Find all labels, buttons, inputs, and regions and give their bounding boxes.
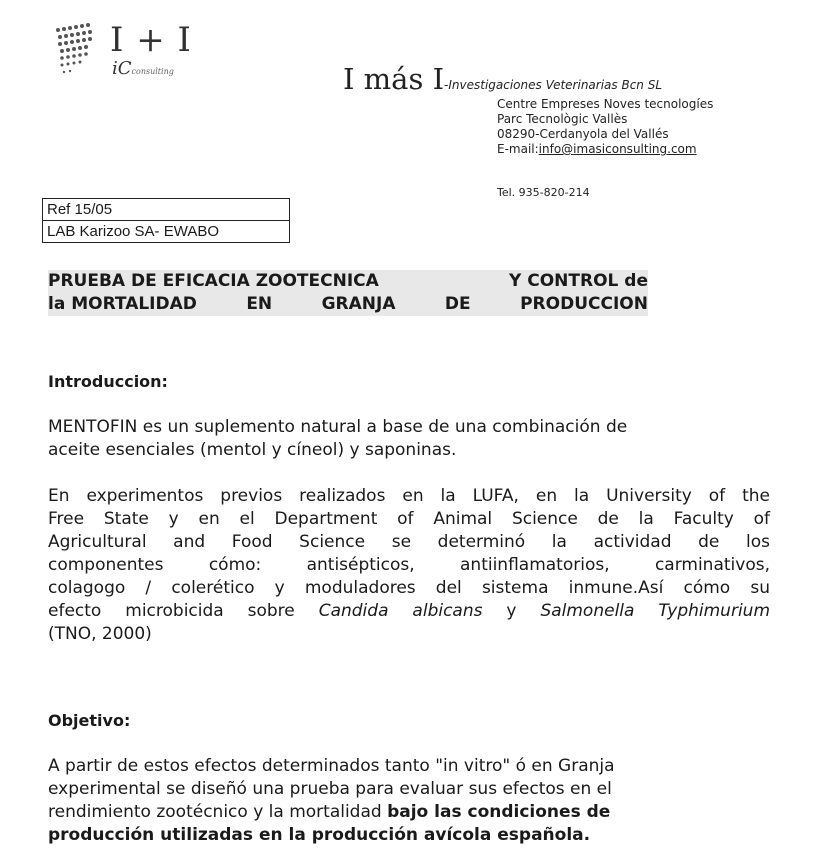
address-line-2: Parc Tecnològic Vallès — [497, 112, 628, 126]
telephone: Tel. 935-820-214 — [497, 186, 590, 199]
address-email-row — [497, 142, 713, 157]
title-row-1: PRUEBA DE EFICACIA ZOOTECNICA Y CONTROL de — [48, 271, 648, 291]
intro-paragraph-1: MENTOFIN es un suplemento natural a base de una combinación de aceite esenciales (mentol y cíneol) y saponinas. — [48, 417, 628, 460]
microbicide-line: efecto microbicida sobre Candida albicans y Salmonella Typhimurium — [48, 601, 771, 621]
logo-sub: iCconsulting — [112, 58, 174, 79]
address-line-1: Centre Empreses Noves tecnologíes — [497, 97, 714, 111]
title-row-2: la MORTALIDAD EN GRANJA DE PRODUCCION — [48, 294, 648, 314]
intro-paragraph-2: En experimentos previos realizados en la LUFA, en la University of the Free State y en el Department of Animal Science de la Faculty of Agricultural and Food Science se determinó la actividad de los componentes cómo: antisépticos, antiinflamatorios, carminativos, colagogo / colerético y moduladores del sistema inmune.Así cómo su efecto microbicida sobre Candida albicans y Salmonella Typhimurium (TNO, 2000) — [48, 486, 771, 644]
reference-number: Ref 15/05 — [47, 201, 113, 218]
objective-heading: Objetivo: — [48, 711, 131, 730]
company-logo — [52, 22, 202, 82]
reference-box — [42, 198, 290, 243]
document-title — [48, 270, 648, 316]
address-line-3: 08290-Cerdanyola del Vallés — [497, 127, 669, 141]
company-name-suffix: -Investigaciones Veterinarias Bcn SL — [444, 78, 663, 92]
logo-mark: I + I — [110, 20, 192, 60]
email-label: E-mail: — [497, 142, 539, 156]
intro-heading: Introduccion: — [48, 372, 168, 391]
reference-lab: LAB Karizoo SA- EWABO — [43, 220, 289, 242]
email-link[interactable]: info@imasiconsulting.com — [538, 142, 697, 156]
objective-line-3: rendimiento zootécnico y la mortalidad bajo las condiciones de — [48, 802, 611, 822]
dots-logo-icon — [52, 22, 100, 78]
objective-paragraph: A partir de estos efectos determinados tanto "in vitro" ó en Granja experimental se diseñó una prueba para evaluar sus efectos en el rendimiento zootécnico y la mortalidad bajo las condiciones de producción utilizadas en la producción avícola española. — [48, 755, 770, 847]
company-name-main: I más I — [343, 62, 445, 96]
address-block — [497, 97, 713, 157]
company-name — [343, 62, 662, 96]
